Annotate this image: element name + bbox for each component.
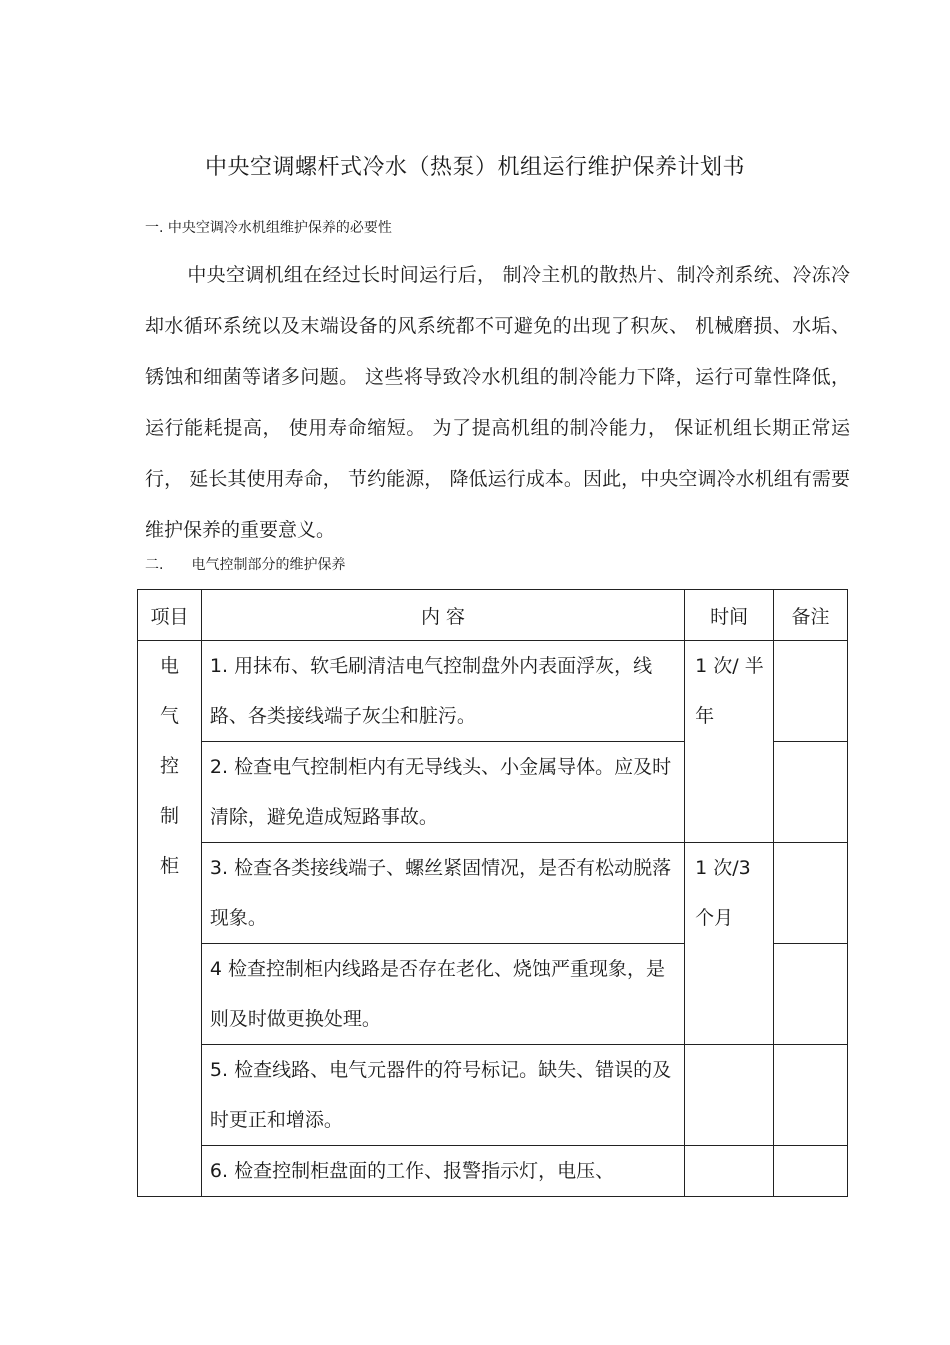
note-cell — [774, 1146, 848, 1197]
item-char: 柜 — [159, 855, 179, 877]
note-cell — [774, 944, 848, 1045]
table-row — [138, 1045, 848, 1146]
note-cell — [774, 742, 848, 843]
time-cell — [685, 1146, 774, 1197]
item-char: 控 — [159, 755, 179, 777]
note-cell — [774, 1045, 848, 1146]
section-2-number: 二. — [145, 557, 164, 573]
content-cell: 6. 检查控制柜盘面的工作、报警指示灯，电压、 — [201, 1146, 684, 1197]
item-char: 气 — [159, 705, 179, 727]
maintenance-table — [137, 589, 848, 1197]
table-row — [138, 641, 848, 742]
table-row — [138, 1146, 848, 1197]
document-title: 中央空调螺杆式冷水（热泵）机组运行维护保养计划书 — [204, 155, 745, 180]
section-2-title: 电气控制部分的维护保养 — [191, 557, 346, 573]
header-item: 项目 — [138, 590, 202, 641]
content-cell: 5. 检查线路、电气元器件的符号标记。缺失、错误的及时更正和增添。 — [201, 1045, 684, 1146]
note-cell — [774, 641, 848, 742]
item-cell — [138, 641, 202, 1197]
note-cell — [774, 843, 848, 944]
table-header-row — [138, 590, 848, 641]
item-char: 电 — [159, 655, 179, 677]
time-cell — [685, 1045, 774, 1146]
item-char: 制 — [159, 805, 179, 827]
header-note: 备注 — [774, 590, 848, 641]
paragraph-text: 中央空调机组在经过长时间运行后， 制冷主机的散热片、制冷剂系统、冷冻冷却水循环系统以及末端设备的风系统都不可避免的出现了积灰、 机械磨损、水垢、锈蚀和细菌等诸多问题。 这些将导致冷水机组的制冷能力下降，运行可靠性降低， 运行能耗提高， 使用寿命缩短。 为了提高机组的制冷能力， 保证机组长期正常运行， 延长其使用寿命， 节约能源， 降低运行成本。因此，中央空调冷水机组有需要维护保养的重要意义。 — [145, 264, 850, 541]
content-cell: 4 检查控制柜内线路是否存在老化、烧蚀严重现象，是则及时做更换处理。 — [201, 944, 684, 1045]
time-cell: 1 次/3 个月 — [685, 843, 774, 1045]
section-1-heading: 一. 中央空调冷水机组维护保养的必要性 — [145, 220, 392, 236]
section-1-paragraph — [145, 250, 850, 556]
content-cell: 1. 用抹布、软毛刷清洁电气控制盘外内表面浮灰，线路、各类接线端子灰尘和脏污。 — [201, 641, 684, 742]
section-2-heading — [145, 554, 345, 574]
time-cell: 1 次/ 半年 — [685, 641, 774, 843]
header-content: 内 容 — [201, 590, 684, 641]
content-cell: 2. 检查电气控制柜内有无导线头、小金属导体。应及时清除，避免造成短路事故。 — [201, 742, 684, 843]
table-row — [138, 843, 848, 944]
header-time: 时间 — [685, 590, 774, 641]
content-cell: 3. 检查各类接线端子、螺丝紧固情况，是否有松动脱落现象。 — [201, 843, 684, 944]
